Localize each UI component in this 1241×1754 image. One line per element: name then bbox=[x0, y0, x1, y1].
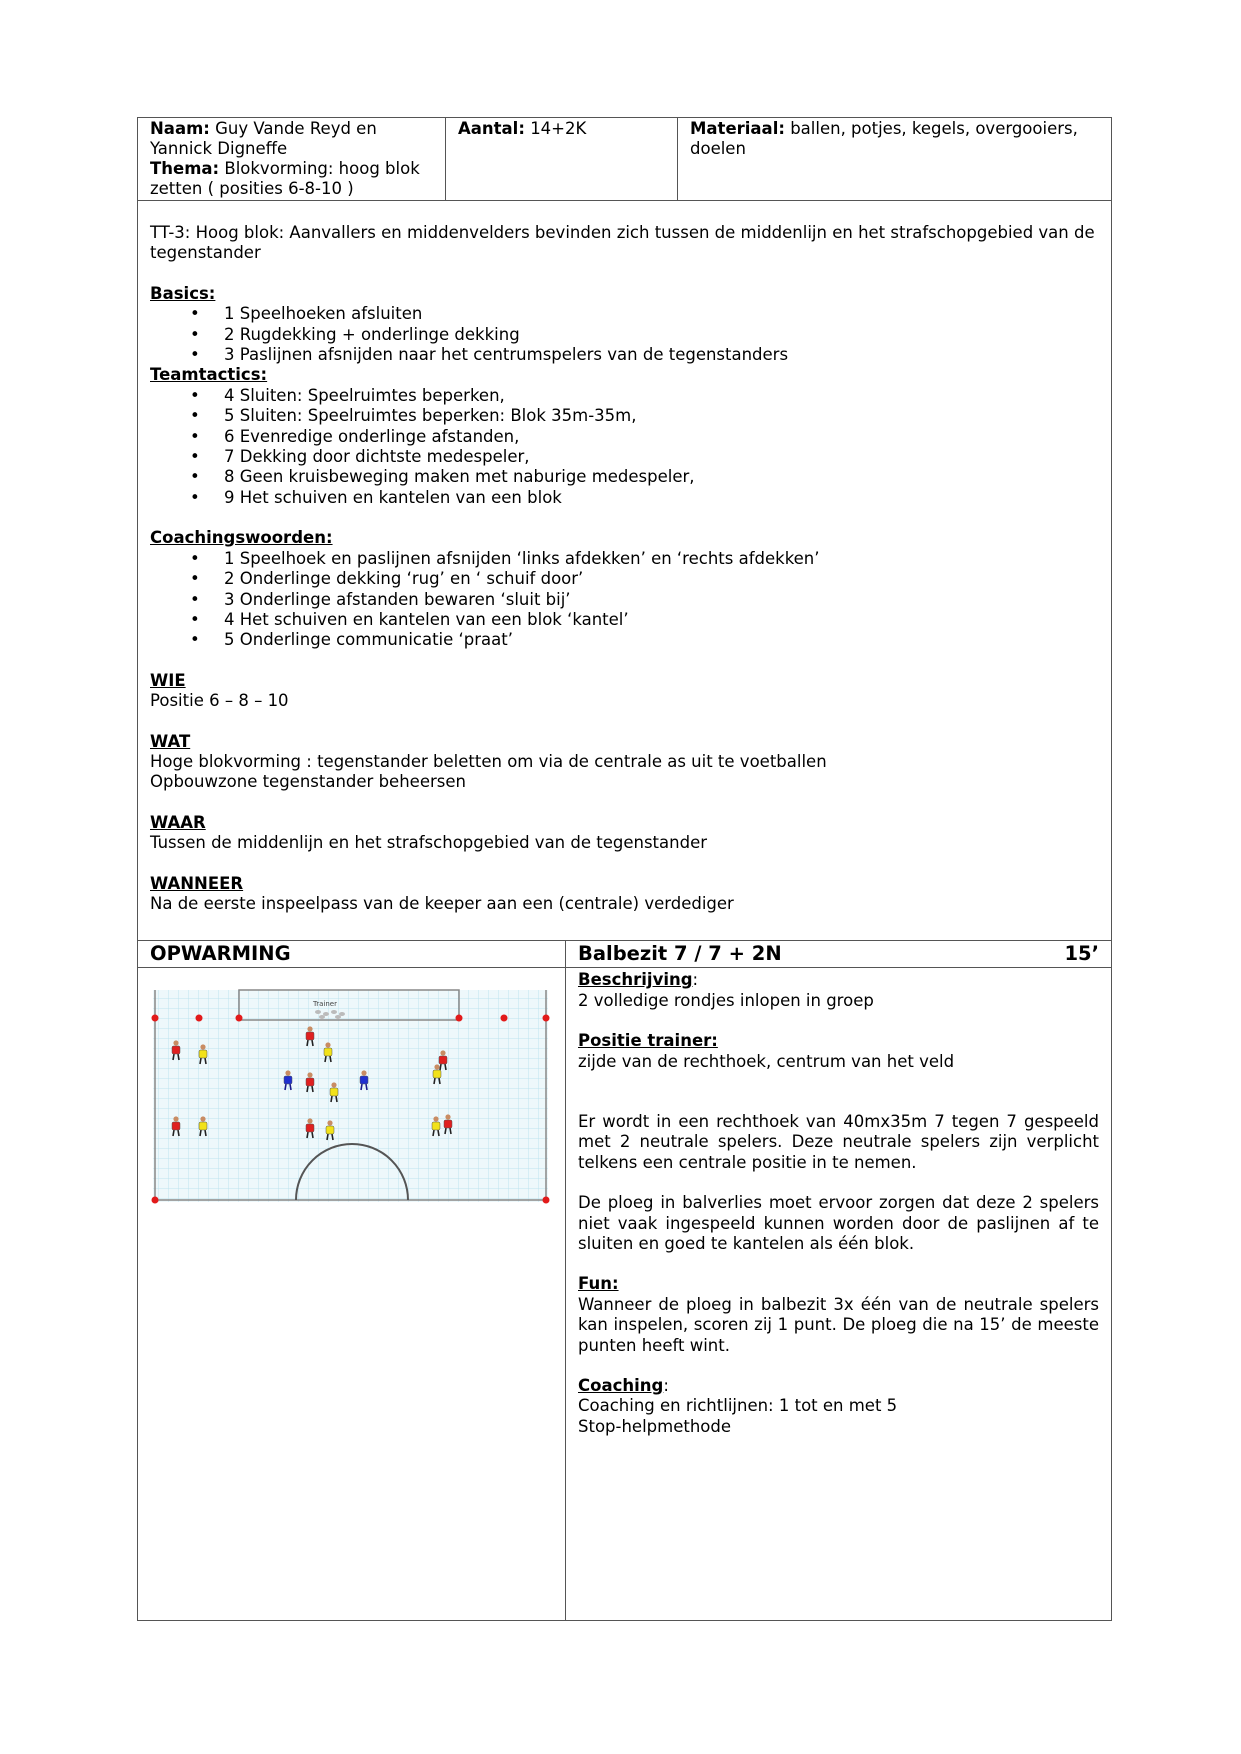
positie-trainer-text: zijde van de rechthoek, centrum van het veld bbox=[578, 1051, 955, 1071]
list-item: • 2 Onderlinge dekking ‘rug’ en ‘ schuif door’ bbox=[150, 569, 1099, 589]
exercise-body-row bbox=[137, 968, 1112, 1621]
lesson-sheet bbox=[137, 117, 1112, 1621]
wat-title: WAT bbox=[150, 731, 191, 751]
aantal-value: 14+2K bbox=[530, 119, 587, 138]
wanneer-text: Na de eerste inspeelpass van de keeper aan een (centrale) verdediger bbox=[150, 893, 734, 913]
exercise-title: Balbezit 7 / 7 + 2N bbox=[578, 942, 782, 966]
coaching-line-1: Coaching en richtlijnen: 1 tot en met 5 bbox=[578, 1396, 898, 1416]
basics-list bbox=[150, 304, 1099, 365]
list-item: • 6 Evenredige onderlinge afstanden, bbox=[150, 427, 1099, 447]
beschrijving-title: Beschrijving bbox=[578, 970, 693, 990]
teamtactics-list bbox=[150, 386, 1099, 508]
list-item: • 1 Speelhoeken afsluiten bbox=[150, 304, 1099, 324]
coaching-title: Coaching bbox=[578, 1376, 664, 1396]
fun-title: Fun: bbox=[578, 1274, 619, 1294]
materiaal-label: Materiaal: bbox=[690, 119, 785, 138]
basics-title: Basics: bbox=[150, 283, 216, 303]
positie-trainer-title: Positie trainer: bbox=[578, 1031, 718, 1051]
wie-text: Positie 6 – 8 – 10 bbox=[150, 691, 289, 711]
list-item: • 4 Sluiten: Speelruimtes beperken, bbox=[150, 386, 1099, 406]
wat-line-1: Hoge blokvorming : tegenstander beletten om via de centrale as uit te voetballen bbox=[150, 751, 827, 771]
tt3-text: TT-3: Hoog blok: Aanvallers en middenvelders bevinden zich tussen de middenlijn en het strafschopgebied van de tegenstander bbox=[150, 223, 1095, 263]
list-item: • 1 Speelhoek en paslijnen afsnijden ‘links afdekken’ en ‘rechts afdekken’ bbox=[150, 549, 1099, 569]
list-item: • 7 Dekking door dichtste medespeler, bbox=[150, 447, 1099, 467]
header-naam-thema-cell bbox=[138, 118, 446, 200]
wie-title: WIE bbox=[150, 670, 186, 690]
aantal-label: Aantal: bbox=[458, 119, 525, 138]
field-grid bbox=[153, 990, 548, 1202]
description-para-2: De ploeg in balverlies moet ervoor zorgen dat deze 2 spelers niet vaak ingespeeld kunnen worden door de paslijnen af te sluiten en goed te kantelen als één blok. bbox=[578, 1193, 1099, 1254]
exercise-duration: 15’ bbox=[1064, 942, 1099, 966]
wanneer-title: WANNEER bbox=[150, 873, 244, 893]
coaching-line-2: Stop-helpmethode bbox=[578, 1416, 732, 1436]
field-diagram bbox=[138, 988, 564, 1228]
description-para-1: Er wordt in een rechthoek van 40mx35m 7 tegen 7 gespeeld met 2 neutrale spelers. Deze neutrale spelers zijn verplicht telkens een centrale positie in te nemen. bbox=[578, 1112, 1099, 1172]
list-item: • 5 Sluiten: Speelruimtes beperken: Blok 35m-35m, bbox=[150, 406, 1099, 426]
list-item: • 2 Rugdekking + onderlinge dekking bbox=[150, 325, 1099, 345]
intro-section bbox=[137, 201, 1112, 941]
header-materiaal-cell bbox=[678, 118, 1111, 200]
wat-line-2: Opbouwzone tegenstander beheersen bbox=[150, 772, 466, 792]
exercise-title-row bbox=[137, 941, 1112, 968]
header-row bbox=[137, 117, 1112, 201]
teamtactics-title: Teamtactics: bbox=[150, 365, 268, 385]
materiaal-value: ballen, potjes, kegels, overgooiers, doelen bbox=[690, 119, 1078, 158]
list-item: • 8 Geen kruisbeweging maken met naburige medespeler, bbox=[150, 467, 1099, 487]
list-item: • 9 Het schuiven en kantelen van een blok bbox=[150, 488, 1099, 508]
coachingswoorden-list bbox=[150, 549, 1099, 651]
naam-label: Naam: bbox=[150, 119, 210, 138]
fun-text: Wanneer de ploeg in balbezit 3x één van de neutrale spelers kan inspelen, scoren zij 1 punt. De ploeg die na 15’ de meeste punten heeft wint. bbox=[578, 1294, 1099, 1355]
exercise-title-cell bbox=[566, 941, 1111, 967]
list-item: • 5 Onderlinge communicatie ‘praat’ bbox=[150, 630, 1099, 650]
header-aantal-cell bbox=[446, 118, 678, 200]
waar-text: Tussen de middenlijn en het strafschopgebied van de tegenstander bbox=[150, 833, 708, 853]
waar-title: WAAR bbox=[150, 812, 206, 832]
list-item: • 3 Paslijnen afsnijden naar het centrumspelers van de tegenstanders bbox=[150, 345, 1099, 365]
thema-value: Blokvorming: hoog blok zetten ( posities 6-8-10 ) bbox=[150, 159, 420, 198]
opwarming-title: OPWARMING bbox=[138, 941, 566, 967]
naam-value: Guy Vande Reyd en Yannick Digneffe bbox=[150, 119, 377, 158]
coachingswoorden-title: Coachingswoorden: bbox=[150, 528, 333, 548]
description-cell: Beschrijving: 2 volledige rondjes inlopen in groep Positie trainer: zijde van de rechthoek, centrum van het veld Er wordt in een rechthoek van 40mx35m 7 tegen 7 gespeeld met 2 neutrale spelers. Deze neutrale spelers zijn verplicht telkens een centrale positie in te nemen. De ploeg in balverlies moet ervoor zorgen dat deze 2 spelers niet vaak ingespeeld kunnen worden door de paslijnen af te sluiten en goed te kantelen als één blok. Fun: Wanneer de ploeg in balbezit 3x één van de neutrale spelers kan inspelen, scoren zij 1 punt. De ploeg die na 15’ de meeste punten heeft wint. Coaching: Coaching en richtlijnen: 1 tot en met 5 Stop-helpmethode bbox=[578, 970, 1099, 1436]
beschrijving-text: 2 volledige rondjes inlopen in groep bbox=[578, 990, 874, 1010]
thema-label: Thema: bbox=[150, 159, 220, 178]
diagram-cell bbox=[138, 968, 566, 1620]
list-item: • 3 Onderlinge afstanden bewaren ‘sluit bij’ bbox=[150, 590, 1099, 610]
list-item: • 4 Het schuiven en kantelen van een blok ‘kantel’ bbox=[150, 610, 1099, 630]
trainer-label: Trainer bbox=[313, 1000, 337, 1009]
